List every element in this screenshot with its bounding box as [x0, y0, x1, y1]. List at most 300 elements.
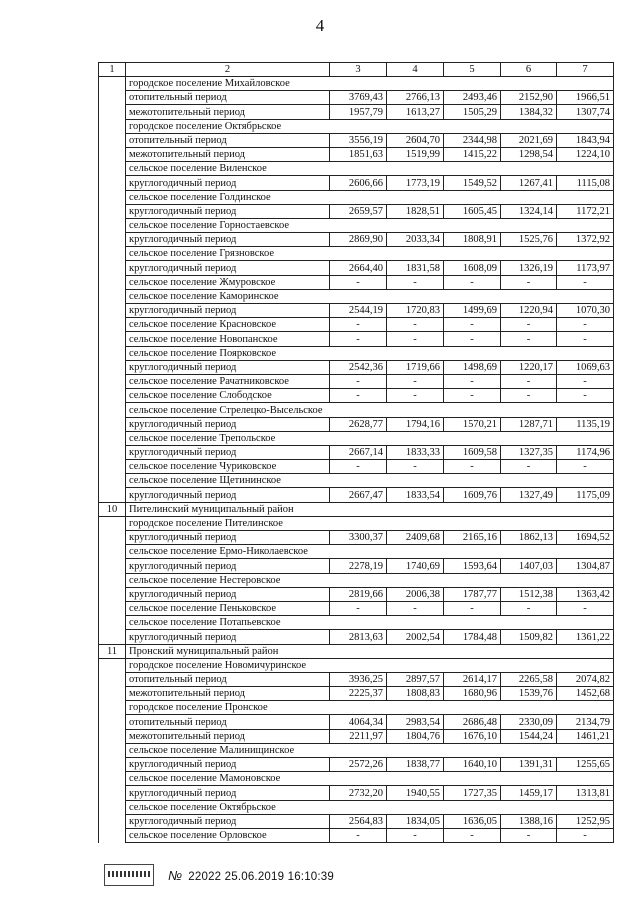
value-cell: 2330,09 [501, 715, 557, 729]
row-label: сельское поселение Нестеровское [126, 573, 614, 587]
value-cell: 1544,24 [501, 729, 557, 743]
index-cell [99, 545, 126, 559]
value-cell: 1252,95 [557, 814, 614, 828]
table-row [99, 332, 614, 346]
value-cell: 2152,90 [501, 91, 557, 105]
value-cell: 1175,09 [557, 488, 614, 502]
row-label: городское поселение Пронское [126, 701, 614, 715]
index-cell [99, 346, 126, 360]
header-cell: 6 [501, 63, 557, 77]
index-cell [99, 630, 126, 644]
header-row [99, 63, 614, 77]
row-label: сельское поселение Пеньковское [126, 601, 330, 615]
settlement-row [99, 403, 614, 417]
value-cell: 1719,66 [387, 360, 444, 374]
value-cell: 1828,51 [387, 204, 444, 218]
row-label: круглогодичный период [126, 587, 330, 601]
value-cell: - [387, 460, 444, 474]
value-cell: 1808,91 [444, 233, 501, 247]
value-cell: - [330, 601, 387, 615]
value-cell: 2732,20 [330, 786, 387, 800]
value-cell: 2813,63 [330, 630, 387, 644]
value-cell: - [330, 332, 387, 346]
index-cell [99, 374, 126, 388]
value-cell: - [557, 275, 614, 289]
row-label: городское поселение Новомичуринское [126, 658, 614, 672]
value-cell: - [501, 374, 557, 388]
value-cell: - [387, 332, 444, 346]
index-cell [99, 318, 126, 332]
value-cell: 3936,25 [330, 672, 387, 686]
value-cell: 1539,76 [501, 687, 557, 701]
settlement-row [99, 431, 614, 445]
value-cell: 1940,55 [387, 786, 444, 800]
row-label: городское поселение Пителинское [126, 516, 614, 530]
index-cell [99, 672, 126, 686]
value-cell: 2897,57 [387, 672, 444, 686]
index-cell [99, 701, 126, 715]
row-label: городское поселение Михайловское [126, 77, 614, 91]
index-cell [99, 233, 126, 247]
table-row [99, 715, 614, 729]
index-cell [99, 304, 126, 318]
value-cell: 1220,94 [501, 304, 557, 318]
value-cell: 1452,68 [557, 687, 614, 701]
settlement-row [99, 289, 614, 303]
index-cell [99, 360, 126, 374]
settlement-row [99, 516, 614, 530]
value-cell: 2074,82 [557, 672, 614, 686]
value-cell: 2006,38 [387, 587, 444, 601]
value-cell: 1862,13 [501, 531, 557, 545]
value-cell: 1327,49 [501, 488, 557, 502]
value-cell: 1833,33 [387, 445, 444, 459]
value-cell: 2667,47 [330, 488, 387, 502]
value-cell: 1174,96 [557, 445, 614, 459]
value-cell: 1172,21 [557, 204, 614, 218]
value-cell: 1784,48 [444, 630, 501, 644]
value-cell: - [444, 460, 501, 474]
table-row [99, 828, 614, 842]
index-cell [99, 516, 126, 530]
index-cell [99, 658, 126, 672]
value-cell: - [444, 374, 501, 388]
value-cell: - [501, 828, 557, 842]
header-cell: 7 [557, 63, 614, 77]
value-cell: - [501, 332, 557, 346]
settlement-row [99, 616, 614, 630]
value-cell: 1694,52 [557, 531, 614, 545]
header-cell: 1 [99, 63, 126, 77]
value-cell: 1519,99 [387, 147, 444, 161]
value-cell: - [387, 275, 444, 289]
row-label: сельское поселение Жмуровское [126, 275, 330, 289]
value-cell: 2265,58 [501, 672, 557, 686]
value-cell: 1287,71 [501, 417, 557, 431]
row-label: круглогодичный период [126, 630, 330, 644]
value-cell: 2493,46 [444, 91, 501, 105]
value-cell: - [387, 601, 444, 615]
row-label: сельское поселение Щетининское [126, 474, 614, 488]
table-row [99, 176, 614, 190]
value-cell: 1636,05 [444, 814, 501, 828]
table-row [99, 147, 614, 161]
settlement-row [99, 162, 614, 176]
row-label: круглогодичный период [126, 531, 330, 545]
table-row [99, 133, 614, 147]
row-label: сельское поселение Новопанское [126, 332, 330, 346]
table-row [99, 687, 614, 701]
value-cell: - [330, 828, 387, 842]
index-cell [99, 417, 126, 431]
value-cell: - [330, 460, 387, 474]
row-label: круглогодичный период [126, 488, 330, 502]
value-cell: 1838,77 [387, 758, 444, 772]
row-label: межотопительный период [126, 687, 330, 701]
value-cell: 1115,08 [557, 176, 614, 190]
value-cell: - [387, 389, 444, 403]
table-row [99, 729, 614, 743]
value-cell: 1255,65 [557, 758, 614, 772]
index-cell [99, 786, 126, 800]
value-cell: 2628,77 [330, 417, 387, 431]
value-cell: - [444, 318, 501, 332]
row-label: сельское поселение Мамоновское [126, 772, 614, 786]
value-cell: 1372,92 [557, 233, 614, 247]
value-cell: - [557, 389, 614, 403]
table-row [99, 374, 614, 388]
value-cell: - [444, 275, 501, 289]
value-cell: 1570,21 [444, 417, 501, 431]
value-cell: 2614,17 [444, 672, 501, 686]
row-label: круглогодичный период [126, 360, 330, 374]
table-row [99, 304, 614, 318]
table-row [99, 488, 614, 502]
value-cell: 1415,22 [444, 147, 501, 161]
row-label: круглогодичный период [126, 261, 330, 275]
district-row [99, 644, 614, 658]
value-cell: 2606,66 [330, 176, 387, 190]
header-cell: 4 [387, 63, 444, 77]
table-row [99, 559, 614, 573]
settlement-row [99, 743, 614, 757]
table-row [99, 318, 614, 332]
district-row [99, 502, 614, 516]
value-cell: - [444, 601, 501, 615]
row-label: круглогодичный период [126, 176, 330, 190]
value-cell: 1509,82 [501, 630, 557, 644]
header-cell: 2 [126, 63, 330, 77]
index-cell [99, 559, 126, 573]
document-footer [104, 864, 334, 886]
settlement-row [99, 119, 614, 133]
value-cell: 2664,40 [330, 261, 387, 275]
value-cell: 2033,34 [387, 233, 444, 247]
row-label: отопительный период [126, 133, 330, 147]
value-cell: - [444, 332, 501, 346]
table-row [99, 389, 614, 403]
row-label: сельское поселение Чуриковское [126, 460, 330, 474]
value-cell: - [557, 332, 614, 346]
value-cell: 1304,87 [557, 559, 614, 573]
footer-registration [168, 868, 334, 883]
value-cell: 1391,31 [501, 758, 557, 772]
row-label: межотопительный период [126, 105, 330, 119]
row-label: круглогодичный период [126, 786, 330, 800]
index-cell [99, 275, 126, 289]
index-cell [99, 828, 126, 842]
value-cell: 1525,76 [501, 233, 557, 247]
value-cell: 1808,83 [387, 687, 444, 701]
row-label: сельское поселение Октябрьское [126, 800, 614, 814]
table-row [99, 672, 614, 686]
table-row [99, 204, 614, 218]
settlement-row [99, 658, 614, 672]
value-cell: 1069,63 [557, 360, 614, 374]
value-cell: - [330, 389, 387, 403]
index-cell [99, 758, 126, 772]
row-label: круглогодичный период [126, 445, 330, 459]
table-row [99, 91, 614, 105]
row-label: Пителинский муниципальный район [126, 502, 614, 516]
settlement-row [99, 545, 614, 559]
registry-stamp-icon [104, 864, 154, 886]
row-label: сельское поселение Орловское [126, 828, 330, 842]
index-cell [99, 573, 126, 587]
value-cell: 1220,17 [501, 360, 557, 374]
row-label: сельское поселение Виленское [126, 162, 614, 176]
value-cell: 2544,19 [330, 304, 387, 318]
value-cell: 1794,16 [387, 417, 444, 431]
value-cell: - [501, 460, 557, 474]
index-cell [99, 403, 126, 417]
value-cell: - [557, 460, 614, 474]
value-cell: 2409,68 [387, 531, 444, 545]
row-label: сельское поселение Ермо-Николаевское [126, 545, 614, 559]
index-cell [99, 445, 126, 459]
index-cell [99, 204, 126, 218]
row-label: отопительный период [126, 715, 330, 729]
settlement-row [99, 77, 614, 91]
value-cell: 1267,41 [501, 176, 557, 190]
value-cell: 1307,74 [557, 105, 614, 119]
settlement-row [99, 573, 614, 587]
value-cell: - [330, 275, 387, 289]
value-cell: 1298,54 [501, 147, 557, 161]
index-cell [99, 814, 126, 828]
row-label: сельское поселение Грязновское [126, 247, 614, 261]
table-row [99, 531, 614, 545]
value-cell: - [387, 374, 444, 388]
value-cell: - [501, 318, 557, 332]
value-cell: - [557, 828, 614, 842]
index-cell [99, 729, 126, 743]
value-cell: 1640,10 [444, 758, 501, 772]
table-row [99, 105, 614, 119]
value-cell: 1740,69 [387, 559, 444, 573]
index-cell [99, 800, 126, 814]
registration-number-date: 22022 25.06.2019 16:10:39 [188, 870, 334, 883]
value-cell: - [501, 601, 557, 615]
table-row [99, 630, 614, 644]
value-cell: 1384,32 [501, 105, 557, 119]
settlement-row [99, 190, 614, 204]
value-cell: 1407,03 [501, 559, 557, 573]
value-cell: 1966,51 [557, 91, 614, 105]
value-cell: 1173,97 [557, 261, 614, 275]
row-label: межотопительный период [126, 729, 330, 743]
row-label: сельское поселение Потапьевское [126, 616, 614, 630]
table-row [99, 786, 614, 800]
value-cell: 2983,54 [387, 715, 444, 729]
row-label: круглогодичный период [126, 204, 330, 218]
value-cell: 1549,52 [444, 176, 501, 190]
table-row [99, 261, 614, 275]
value-cell: 2766,13 [387, 91, 444, 105]
value-cell: 2002,54 [387, 630, 444, 644]
value-cell: 1720,83 [387, 304, 444, 318]
value-cell: 2869,90 [330, 233, 387, 247]
value-cell: 2211,97 [330, 729, 387, 743]
value-cell: 1512,38 [501, 587, 557, 601]
table-row [99, 601, 614, 615]
value-cell: 2604,70 [387, 133, 444, 147]
row-label: сельское поселение Поярковское [126, 346, 614, 360]
row-label: круглогодичный период [126, 417, 330, 431]
value-cell: 3300,37 [330, 531, 387, 545]
value-cell: 2225,37 [330, 687, 387, 701]
signature-mark: № [168, 867, 183, 883]
table-row [99, 445, 614, 459]
value-cell: - [444, 828, 501, 842]
index-cell [99, 460, 126, 474]
index-cell [99, 289, 126, 303]
index-cell [99, 247, 126, 261]
table-row [99, 587, 614, 601]
table-row [99, 758, 614, 772]
value-cell: 1843,94 [557, 133, 614, 147]
index-cell [99, 91, 126, 105]
value-cell: 2659,57 [330, 204, 387, 218]
value-cell: 1459,17 [501, 786, 557, 800]
row-label: сельское поселение Стрелецко-Высельское [126, 403, 614, 417]
value-cell: 1605,45 [444, 204, 501, 218]
value-cell: 1388,16 [501, 814, 557, 828]
value-cell: 1461,21 [557, 729, 614, 743]
value-cell: - [330, 318, 387, 332]
value-cell: 1613,27 [387, 105, 444, 119]
row-label: сельское поселение Малинищинское [126, 743, 614, 757]
value-cell: 2278,19 [330, 559, 387, 573]
row-label: круглогодичный период [126, 304, 330, 318]
value-cell: 4064,34 [330, 715, 387, 729]
header-cell: 5 [444, 63, 501, 77]
index-cell [99, 488, 126, 502]
value-cell: 2165,16 [444, 531, 501, 545]
row-label: круглогодичный период [126, 758, 330, 772]
index-cell [99, 687, 126, 701]
value-cell: 1498,69 [444, 360, 501, 374]
table-row [99, 417, 614, 431]
index-cell [99, 105, 126, 119]
index-cell [99, 119, 126, 133]
value-cell: 1787,77 [444, 587, 501, 601]
table-row [99, 233, 614, 247]
index-cell [99, 332, 126, 346]
index-cell [99, 176, 126, 190]
value-cell: 1505,29 [444, 105, 501, 119]
value-cell: 2819,66 [330, 587, 387, 601]
index-cell [99, 616, 126, 630]
index-cell [99, 218, 126, 232]
value-cell: 1680,96 [444, 687, 501, 701]
tariff-table [98, 62, 614, 843]
value-cell: 1313,81 [557, 786, 614, 800]
table-row [99, 360, 614, 374]
index-cell [99, 389, 126, 403]
value-cell: 1593,64 [444, 559, 501, 573]
table-row [99, 460, 614, 474]
index-cell [99, 190, 126, 204]
value-cell: 1135,19 [557, 417, 614, 431]
row-label: сельское поселение Голдинское [126, 190, 614, 204]
index-cell: 11 [99, 644, 126, 658]
index-cell [99, 772, 126, 786]
index-cell [99, 77, 126, 91]
index-cell [99, 531, 126, 545]
index-cell [99, 587, 126, 601]
value-cell: 1324,14 [501, 204, 557, 218]
table-row [99, 275, 614, 289]
value-cell: 3769,43 [330, 91, 387, 105]
index-cell [99, 715, 126, 729]
settlement-row [99, 701, 614, 715]
value-cell: 1833,54 [387, 488, 444, 502]
value-cell: - [557, 601, 614, 615]
page-number: 4 [315, 16, 325, 35]
row-label: сельское поселение Рачатниковское [126, 374, 330, 388]
value-cell: 2564,83 [330, 814, 387, 828]
value-cell: - [444, 389, 501, 403]
value-cell: 3556,19 [330, 133, 387, 147]
value-cell: 1326,19 [501, 261, 557, 275]
value-cell: 2344,98 [444, 133, 501, 147]
table-body [99, 63, 614, 843]
value-cell: 1831,58 [387, 261, 444, 275]
value-cell: 1361,22 [557, 630, 614, 644]
index-cell [99, 474, 126, 488]
value-cell: 1327,35 [501, 445, 557, 459]
value-cell: 1609,58 [444, 445, 501, 459]
value-cell: - [501, 389, 557, 403]
settlement-row [99, 218, 614, 232]
value-cell: 2021,69 [501, 133, 557, 147]
value-cell: 1499,69 [444, 304, 501, 318]
settlement-row [99, 800, 614, 814]
value-cell: 1957,79 [330, 105, 387, 119]
value-cell: 1773,19 [387, 176, 444, 190]
row-label: сельское поселение Каморинское [126, 289, 614, 303]
value-cell: 1609,76 [444, 488, 501, 502]
index-cell [99, 162, 126, 176]
value-cell: 1834,05 [387, 814, 444, 828]
value-cell: 1804,76 [387, 729, 444, 743]
value-cell: - [387, 828, 444, 842]
value-cell: 2134,79 [557, 715, 614, 729]
row-label: сельское поселение Красновское [126, 318, 330, 332]
row-label: межотопительный период [126, 147, 330, 161]
index-cell [99, 601, 126, 615]
